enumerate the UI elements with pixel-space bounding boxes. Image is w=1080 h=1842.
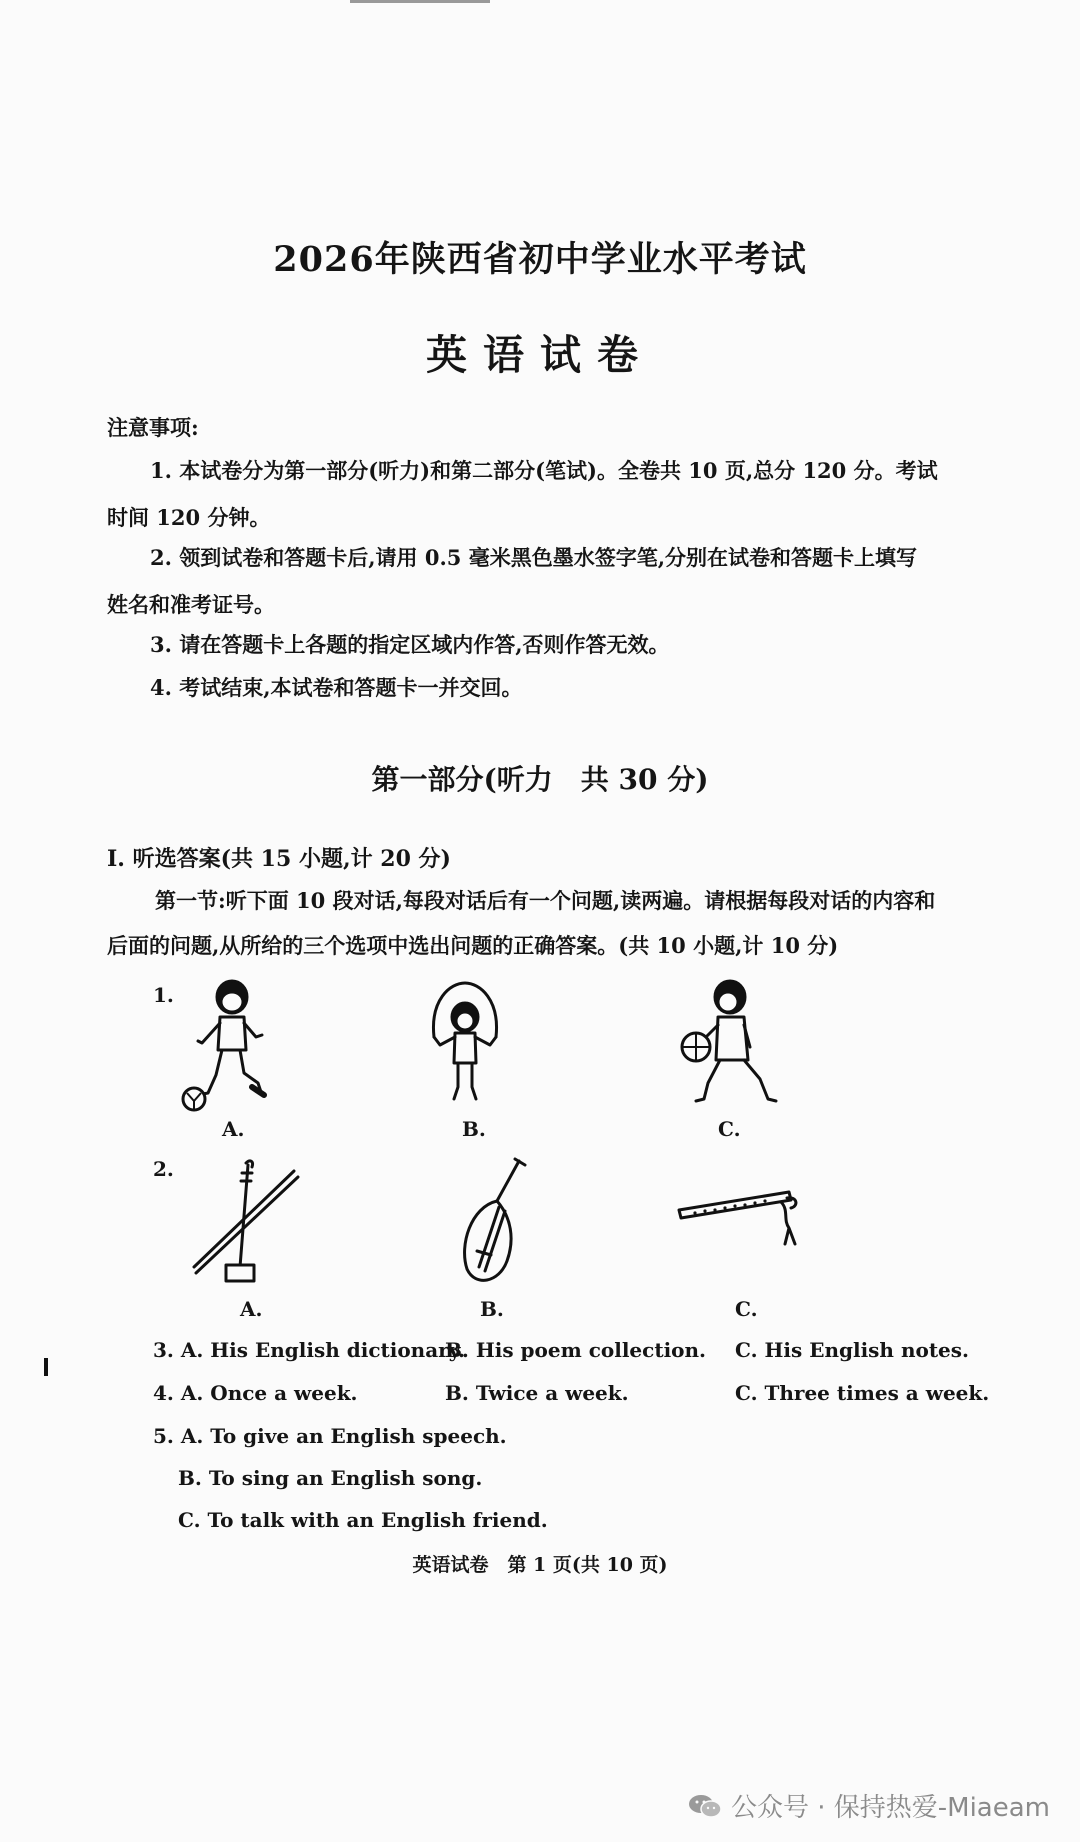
q1-option-a: A. <box>222 1117 245 1141</box>
q3-option-b: B. His poem collection. <box>445 1338 707 1362</box>
watermark-text: 公众号 · 保持热爱-Miaeam <box>730 1793 1050 1823</box>
note-2-line-1: 2. 领到试卷和答题卡后,请用 0.5 毫米黑色墨水签字笔,分别在试卷和答题卡上填写 <box>150 545 918 570</box>
watermark <box>687 1787 1050 1824</box>
basketball-player-icon <box>668 975 788 1115</box>
paper-subtitle: 英语试卷 <box>426 331 654 379</box>
q3-option-a: 3. A. His English dictionary. <box>153 1338 465 1362</box>
q5-option-b: B. To sing an English song. <box>178 1466 483 1490</box>
q1-option-b: B. <box>462 1117 486 1141</box>
note-2-line-2: 姓名和准考证号。 <box>107 592 275 617</box>
top-edge-line <box>350 0 490 3</box>
q5-option-a: 5. A. To give an English speech. <box>153 1424 507 1448</box>
note-1-line-1: 1. 本试卷分为第一部分(听力)和第二部分(笔试)。全卷共 10 页,总分 120 分。考试 <box>150 458 938 483</box>
note-4: 4. 考试结束,本试卷和答题卡一并交回。 <box>150 675 523 700</box>
q4-option-c: C. Three times a week. <box>735 1381 990 1405</box>
erhu-icon <box>190 1155 310 1290</box>
part-one-title: 第一部分(听力 共 30 分) <box>371 763 709 796</box>
q4-option-a: 4. A. Once a week. <box>153 1381 358 1405</box>
page-footer: 英语试卷 第 1 页(共 10 页) <box>412 1554 668 1576</box>
q1-number: 1. <box>153 983 174 1007</box>
wechat-icon <box>687 1793 723 1819</box>
instruction-line-1: 第一节:听下面 10 段对话,每段对话后有一个问题,读两遍。请根据每段对话的内容和 <box>155 888 936 913</box>
jump-rope-girl-icon <box>420 975 510 1115</box>
q2-option-b: B. <box>480 1297 504 1321</box>
q4-option-b: B. Twice a week. <box>445 1381 629 1405</box>
q5-option-c: C. To talk with an English friend. <box>178 1508 548 1532</box>
q3-option-c: C. His English notes. <box>735 1338 970 1362</box>
note-3: 3. 请在答题卡上各题的指定区域内作答,否则作答无效。 <box>150 632 670 657</box>
instruction-line-2: 后面的问题,从所给的三个选项中选出问题的正确答案。(共 10 小题,计 10 分) <box>107 933 839 958</box>
q2-option-a: A. <box>240 1297 263 1321</box>
flute-icon <box>675 1180 815 1260</box>
notes-heading: 注意事项: <box>107 415 199 440</box>
section-heading: Ⅰ. 听选答案(共 15 小题,计 20 分) <box>107 846 451 872</box>
q2-option-c: C. <box>735 1297 758 1321</box>
q2-number: 2. <box>153 1157 174 1181</box>
exam-title: 2026年陕西省初中学业水平考试 <box>273 239 807 280</box>
note-1-line-2: 时间 120 分钟。 <box>107 505 271 530</box>
q1-option-c: C. <box>718 1117 741 1141</box>
pipa-icon <box>455 1155 535 1290</box>
football-player-icon <box>180 975 280 1115</box>
margin-mark <box>44 1358 48 1376</box>
